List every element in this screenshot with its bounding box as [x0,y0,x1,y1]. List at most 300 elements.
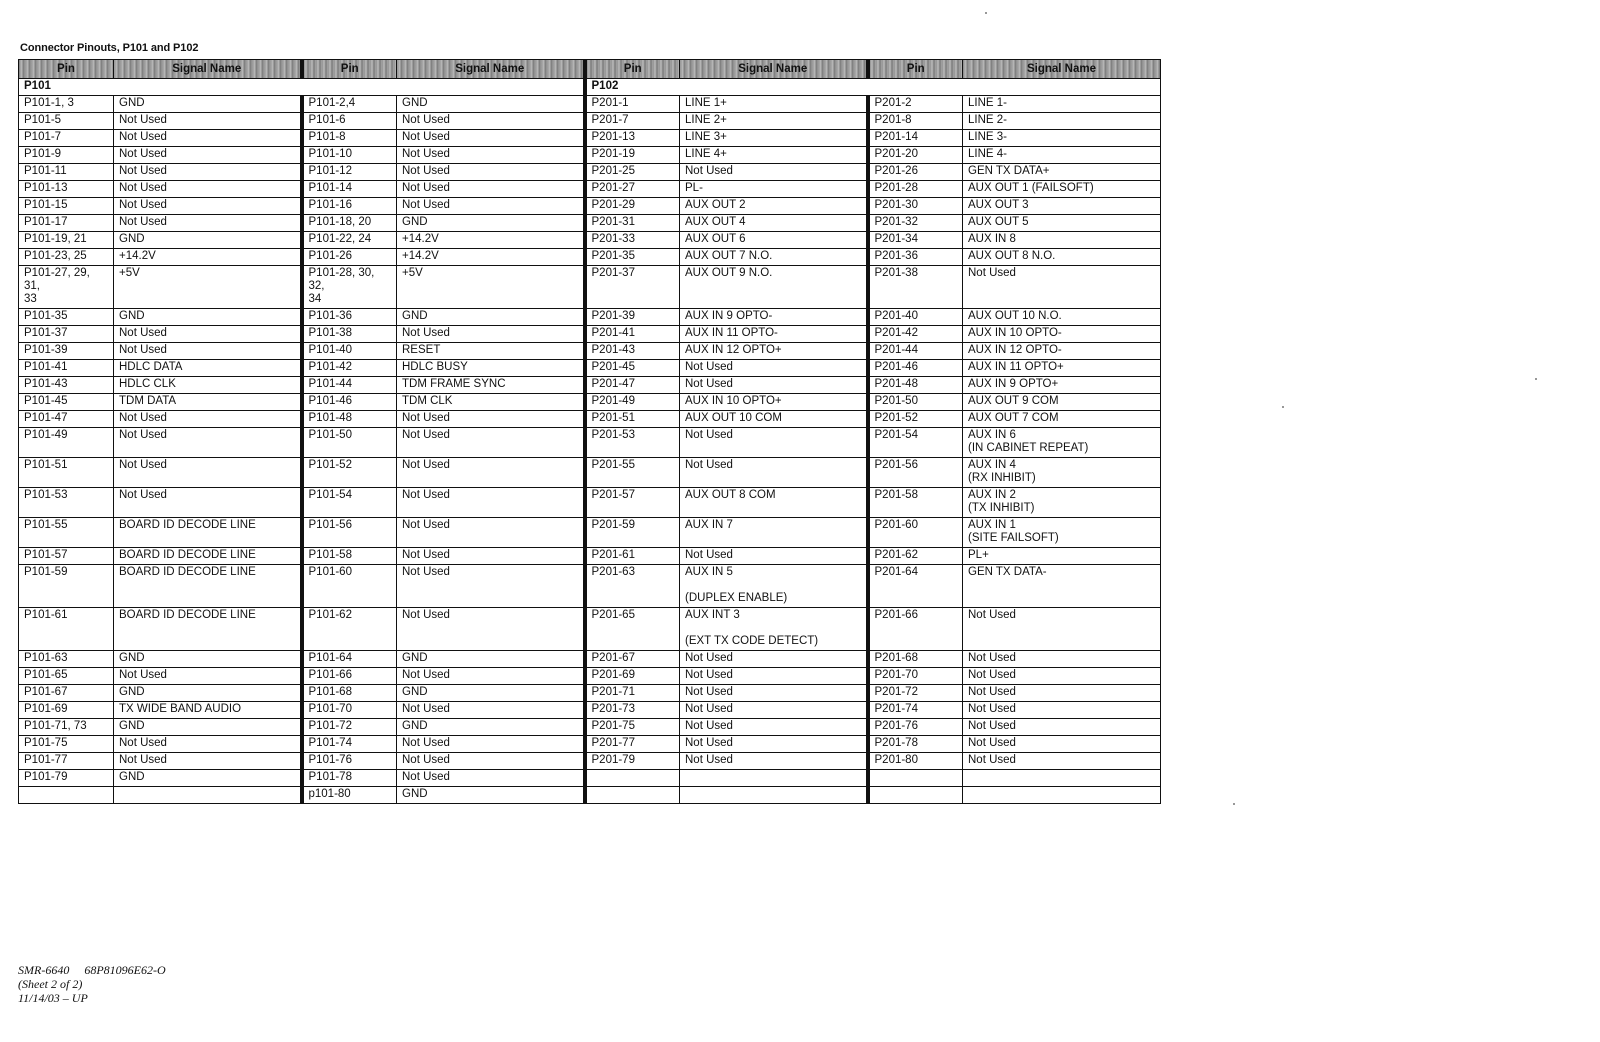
signal-name-cell: GND [397,309,585,326]
signal-name-cell: AUX OUT 10 N.O. [963,309,1161,326]
pin-cell: P101-71, 73 [19,719,114,736]
signal-name-cell: LINE 1+ [680,96,868,113]
signal-name-cell: BOARD ID DECODE LINE [114,518,302,548]
signal-name-cell: Not Used [963,266,1161,309]
footer-doc-number: SMR-6640 68P81096E62-O [18,963,166,977]
signal-name-cell: GND [397,215,585,232]
pin-cell: P201-29 [585,198,680,215]
table-row [19,736,1161,753]
pin-cell: P201-54 [868,428,963,458]
pin-cell: P201-41 [585,326,680,343]
signal-name-cell: Not Used [114,736,302,753]
signal-name-cell: Not Used [963,668,1161,685]
pin-cell: P201-36 [868,249,963,266]
signal-name-cell: Not Used [397,411,585,428]
table-row [19,181,1161,198]
signal-name-cell: Not Used [114,411,302,428]
signal-name-cell: GND [114,685,302,702]
pin-cell: P201-43 [585,343,680,360]
pin-cell: P101-72 [302,719,397,736]
pin-cell: P201-45 [585,360,680,377]
signal-name-cell: BOARD ID DECODE LINE [114,548,302,565]
pin-cell: P201-26 [868,164,963,181]
signal-name-cell: GND [397,787,585,804]
signal-name-cell: +5V [397,266,585,309]
pin-cell: P201-68 [868,651,963,668]
pin-cell: P101-76 [302,753,397,770]
connector-pinout-table [18,59,1161,804]
signal-name-cell: GND [114,232,302,249]
pin-cell: P201-27 [585,181,680,198]
signal-name-cell: Not Used [397,668,585,685]
document-footer [18,963,166,1005]
pin-cell: P101-50 [302,428,397,458]
scan-speck [1282,406,1284,408]
signal-name-cell: Not Used [963,719,1161,736]
signal-name-cell: Not Used [114,130,302,147]
pin-cell: P101-44 [302,377,397,394]
pin-cell: P101-37 [19,326,114,343]
pin-cell: P101-7 [19,130,114,147]
signal-name-cell: TDM CLK [397,394,585,411]
signal-name-cell: Not Used [114,181,302,198]
signal-name-cell: +14.2V [397,249,585,266]
signal-name-cell: Not Used [397,164,585,181]
pin-cell: P101-35 [19,309,114,326]
signal-name-cell: AUX IN 12 OPTO- [963,343,1161,360]
signal-name-cell: Not Used [963,651,1161,668]
pin-cell: P101-52 [302,458,397,488]
signal-name-cell: AUX IN 9 OPTO+ [963,377,1161,394]
pin-cell: P101-5 [19,113,114,130]
signal-name-cell: AUX IN 2 (TX INHIBIT) [963,488,1161,518]
signal-name-cell: Not Used [114,164,302,181]
signal-name-cell: Not Used [397,113,585,130]
signal-name-cell: LINE 1- [963,96,1161,113]
signal-name-cell: Not Used [114,198,302,215]
pin-cell [585,787,680,804]
table-row [19,753,1161,770]
pin-cell [868,770,963,787]
pin-cell: P101-40 [302,343,397,360]
signal-name-cell: Not Used [397,458,585,488]
signal-name-cell: Not Used [397,565,585,608]
pin-cell: P201-60 [868,518,963,548]
pin-cell: P101-12 [302,164,397,181]
signal-name-cell: GND [114,719,302,736]
signal-name-cell: Not Used [963,608,1161,651]
scan-speck [1535,378,1537,380]
signal-name-cell: LINE 3+ [680,130,868,147]
pin-cell: P101-39 [19,343,114,360]
pin-cell: P101-54 [302,488,397,518]
signal-name-cell: BOARD ID DECODE LINE [114,565,302,608]
pin-cell: P101-14 [302,181,397,198]
pin-cell: P201-77 [585,736,680,753]
pin-cell: P201-2 [868,96,963,113]
signal-name-cell: PL- [680,181,868,198]
pin-cell: P201-73 [585,702,680,719]
signal-name-cell: AUX IN 10 OPTO- [963,326,1161,343]
pin-cell: P101-64 [302,651,397,668]
table-row [19,518,1161,548]
signal-name-cell: Not Used [397,181,585,198]
pin-cell: p101-80 [302,787,397,804]
pin-cell: P101-45 [19,394,114,411]
pin-cell: P101-15 [19,198,114,215]
section-label-p102: P102 [585,79,1161,96]
signal-name-cell [114,787,302,804]
pin-cell: P101-38 [302,326,397,343]
signal-name-cell: Not Used [114,668,302,685]
signal-name-cell: TDM FRAME SYNC [397,377,585,394]
signal-name-cell: AUX IN 11 OPTO+ [963,360,1161,377]
signal-name-cell: AUX IN 11 OPTO- [680,326,868,343]
pin-cell: P201-34 [868,232,963,249]
signal-name-cell: LINE 2+ [680,113,868,130]
pin-cell: P101-74 [302,736,397,753]
signal-name-cell: AUX IN 1 (SITE FAILSOFT) [963,518,1161,548]
pin-cell: P201-67 [585,651,680,668]
signal-name-cell: Not Used [680,360,868,377]
signal-name-cell: AUX OUT 8 N.O. [963,249,1161,266]
table-row [19,488,1161,518]
table-row [19,164,1161,181]
table-row [19,326,1161,343]
signal-name-cell: AUX OUT 9 N.O. [680,266,868,309]
header-signal-name: Signal Name [114,60,302,79]
pin-cell: P201-19 [585,147,680,164]
signal-name-cell: Not Used [680,428,868,458]
pin-cell: P101-69 [19,702,114,719]
table-row [19,215,1161,232]
pin-cell [585,770,680,787]
pin-cell: P201-55 [585,458,680,488]
signal-name-cell: Not Used [397,198,585,215]
signal-name-cell: LINE 2- [963,113,1161,130]
signal-name-cell: AUX IN 10 OPTO+ [680,394,868,411]
signal-name-cell: AUX INT 3 (EXT TX CODE DETECT) [680,608,868,651]
signal-name-cell: Not Used [114,215,302,232]
signal-name-cell: Not Used [680,736,868,753]
table-row [19,411,1161,428]
signal-name-cell: GND [114,770,302,787]
table-row [19,651,1161,668]
table-row [19,428,1161,458]
signal-name-cell: GND [397,96,585,113]
pin-cell [19,787,114,804]
signal-name-cell: Not Used [397,548,585,565]
pin-cell: P201-78 [868,736,963,753]
pin-cell: P101-17 [19,215,114,232]
signal-name-cell: Not Used [397,488,585,518]
signal-name-cell: Not Used [963,685,1161,702]
pin-cell: P101-27, 29, 31, 33 [19,266,114,309]
pin-cell: P201-35 [585,249,680,266]
signal-name-cell: GEN TX DATA+ [963,164,1161,181]
pin-cell: P101-63 [19,651,114,668]
signal-name-cell: AUX OUT 7 COM [963,411,1161,428]
signal-name-cell: AUX IN 7 [680,518,868,548]
table-row [19,147,1161,164]
table-row [19,360,1161,377]
signal-name-cell: AUX OUT 10 COM [680,411,868,428]
signal-name-cell: GND [397,719,585,736]
table-row [19,702,1161,719]
pin-cell: P101-6 [302,113,397,130]
footer-date: 11/14/03 – UP [18,991,88,1005]
signal-name-cell: Not Used [397,130,585,147]
signal-name-cell: AUX OUT 6 [680,232,868,249]
signal-name-cell [963,787,1161,804]
header-pin: Pin [585,60,680,79]
pin-cell: P201-7 [585,113,680,130]
pin-cell: P101-78 [302,770,397,787]
signal-name-cell: AUX IN 9 OPTO- [680,309,868,326]
table-row [19,266,1161,309]
header-pin: Pin [302,60,397,79]
pin-cell: P201-56 [868,458,963,488]
pin-cell: P201-48 [868,377,963,394]
pin-cell: P201-70 [868,668,963,685]
table-row [19,394,1161,411]
table-row [19,377,1161,394]
pin-cell: P101-43 [19,377,114,394]
signal-name-cell: Not Used [397,702,585,719]
scan-speck [1233,803,1235,805]
pin-cell: P101-60 [302,565,397,608]
pin-cell: P201-28 [868,181,963,198]
section-label-p101: P101 [19,79,585,96]
pin-cell: P201-79 [585,753,680,770]
signal-name-cell: Not Used [397,608,585,651]
table-row [19,343,1161,360]
signal-name-cell: +14.2V [114,249,302,266]
signal-name-cell: GND [114,96,302,113]
header-signal-name: Signal Name [397,60,585,79]
signal-name-cell: Not Used [680,458,868,488]
signal-name-cell: GND [397,685,585,702]
signal-name-cell: Not Used [680,548,868,565]
pin-cell: P101-70 [302,702,397,719]
pin-cell: P101-11 [19,164,114,181]
signal-name-cell: AUX OUT 3 [963,198,1161,215]
pin-cell: P201-62 [868,548,963,565]
signal-name-cell: Not Used [114,147,302,164]
signal-name-cell: AUX OUT 5 [963,215,1161,232]
pin-cell: P101-51 [19,458,114,488]
signal-name-cell: Not Used [680,719,868,736]
table-row [19,130,1161,147]
signal-name-cell: AUX OUT 9 COM [963,394,1161,411]
signal-name-cell: GND [114,651,302,668]
pin-cell: P201-52 [868,411,963,428]
pin-cell: P201-80 [868,753,963,770]
signal-name-cell: AUX IN 6 (IN CABINET REPEAT) [963,428,1161,458]
pin-cell: P201-38 [868,266,963,309]
pin-cell: P101-49 [19,428,114,458]
signal-name-cell [680,770,868,787]
pin-cell: P101-68 [302,685,397,702]
signal-name-cell: TDM DATA [114,394,302,411]
pin-cell: P201-39 [585,309,680,326]
pin-cell: P201-74 [868,702,963,719]
signal-name-cell [963,770,1161,787]
signal-name-cell: +5V [114,266,302,309]
signal-name-cell: HDLC CLK [114,377,302,394]
pin-cell: P201-20 [868,147,963,164]
signal-name-cell: Not Used [114,488,302,518]
signal-name-cell: Not Used [963,753,1161,770]
pin-cell: P101-2,4 [302,96,397,113]
signal-name-cell: AUX OUT 2 [680,198,868,215]
pin-cell: P201-46 [868,360,963,377]
pin-cell: P201-63 [585,565,680,608]
header-signal-name: Signal Name [680,60,868,79]
pin-cell: P201-37 [585,266,680,309]
pin-cell: P101-57 [19,548,114,565]
signal-name-cell: Not Used [397,753,585,770]
pin-cell: P101-79 [19,770,114,787]
pin-cell: P201-44 [868,343,963,360]
table-row [19,249,1161,266]
signal-name-cell: AUX OUT 4 [680,215,868,232]
header-pin: Pin [868,60,963,79]
pin-cell: P101-58 [302,548,397,565]
pin-cell: P101-13 [19,181,114,198]
signal-name-cell: Not Used [114,113,302,130]
pin-cell: P101-48 [302,411,397,428]
signal-name-cell: Not Used [963,736,1161,753]
scan-speck [985,12,987,14]
signal-name-cell: AUX IN 8 [963,232,1161,249]
signal-name-cell: PL+ [963,548,1161,565]
pin-cell: P201-8 [868,113,963,130]
pin-cell: P101-10 [302,147,397,164]
table-row [19,96,1161,113]
signal-name-cell: HDLC DATA [114,360,302,377]
pin-cell: P101-67 [19,685,114,702]
signal-name-cell: LINE 4- [963,147,1161,164]
signal-name-cell: Not Used [397,147,585,164]
signal-name-cell: Not Used [680,685,868,702]
signal-name-cell: Not Used [397,770,585,787]
pin-cell: P101-47 [19,411,114,428]
pin-cell: P201-25 [585,164,680,181]
pin-cell: P201-76 [868,719,963,736]
signal-name-cell: AUX IN 4 (RX INHIBIT) [963,458,1161,488]
signal-name-cell: Not Used [680,377,868,394]
pin-cell: P101-56 [302,518,397,548]
pin-cell: P101-22, 24 [302,232,397,249]
pin-cell: P201-1 [585,96,680,113]
pin-cell: P201-14 [868,130,963,147]
pin-cell: P201-71 [585,685,680,702]
table-row [19,565,1161,608]
table-row [19,548,1161,565]
table-row [19,113,1161,130]
pin-cell: P201-57 [585,488,680,518]
signal-name-cell: LINE 3- [963,130,1161,147]
signal-name-cell: Not Used [680,651,868,668]
signal-name-cell: AUX IN 5 (DUPLEX ENABLE) [680,565,868,608]
pin-cell: P101-9 [19,147,114,164]
signal-name-cell [680,787,868,804]
section-row [19,79,1161,96]
pin-cell: P101-53 [19,488,114,518]
signal-name-cell: Not Used [114,326,302,343]
pin-cell: P201-32 [868,215,963,232]
pin-cell: P201-30 [868,198,963,215]
signal-name-cell: Not Used [114,753,302,770]
pin-cell: P101-42 [302,360,397,377]
table-row [19,770,1161,787]
pin-cell: P101-59 [19,565,114,608]
pin-cell: P101-1, 3 [19,96,114,113]
signal-name-cell: Not Used [963,702,1161,719]
signal-name-cell: Not Used [680,164,868,181]
pin-cell: P201-58 [868,488,963,518]
signal-name-cell: +14.2V [397,232,585,249]
table-row [19,309,1161,326]
pin-cell: P101-61 [19,608,114,651]
pin-cell: P101-62 [302,608,397,651]
pin-cell: P101-28, 30, 32, 34 [302,266,397,309]
table-row [19,685,1161,702]
pin-cell: P201-75 [585,719,680,736]
header-signal-name: Signal Name [963,60,1161,79]
signal-name-cell: AUX OUT 1 (FAILSOFT) [963,181,1161,198]
signal-name-cell: GND [397,651,585,668]
table-row [19,232,1161,249]
pin-cell: P101-19, 21 [19,232,114,249]
pin-cell: P201-59 [585,518,680,548]
table-row [19,787,1161,804]
signal-name-cell: GEN TX DATA- [963,565,1161,608]
signal-name-cell: AUX OUT 8 COM [680,488,868,518]
pin-cell: P101-18, 20 [302,215,397,232]
table-row [19,719,1161,736]
signal-name-cell: Not Used [397,428,585,458]
pin-cell: P201-72 [868,685,963,702]
pin-cell: P201-31 [585,215,680,232]
signal-name-cell: LINE 4+ [680,147,868,164]
signal-name-cell: AUX OUT 7 N.O. [680,249,868,266]
signal-name-cell: Not Used [114,428,302,458]
pin-cell: P101-16 [302,198,397,215]
pin-cell: P201-33 [585,232,680,249]
signal-name-cell: Not Used [397,326,585,343]
signal-name-cell: Not Used [680,668,868,685]
signal-name-cell: Not Used [680,753,868,770]
pin-cell: P101-8 [302,130,397,147]
signal-name-cell: Not Used [114,458,302,488]
pin-cell: P201-42 [868,326,963,343]
table-row [19,458,1161,488]
signal-name-cell: HDLC BUSY [397,360,585,377]
signal-name-cell: AUX IN 12 OPTO+ [680,343,868,360]
signal-name-cell: GND [114,309,302,326]
pin-cell: P101-75 [19,736,114,753]
pin-cell: P201-49 [585,394,680,411]
pin-cell: P201-47 [585,377,680,394]
signal-name-cell: Not Used [114,343,302,360]
pin-cell [868,787,963,804]
page-title: Connector Pinouts, P101 and P102 [20,42,199,54]
pin-cell: P201-53 [585,428,680,458]
header-pin: Pin [19,60,114,79]
pin-cell: P101-36 [302,309,397,326]
